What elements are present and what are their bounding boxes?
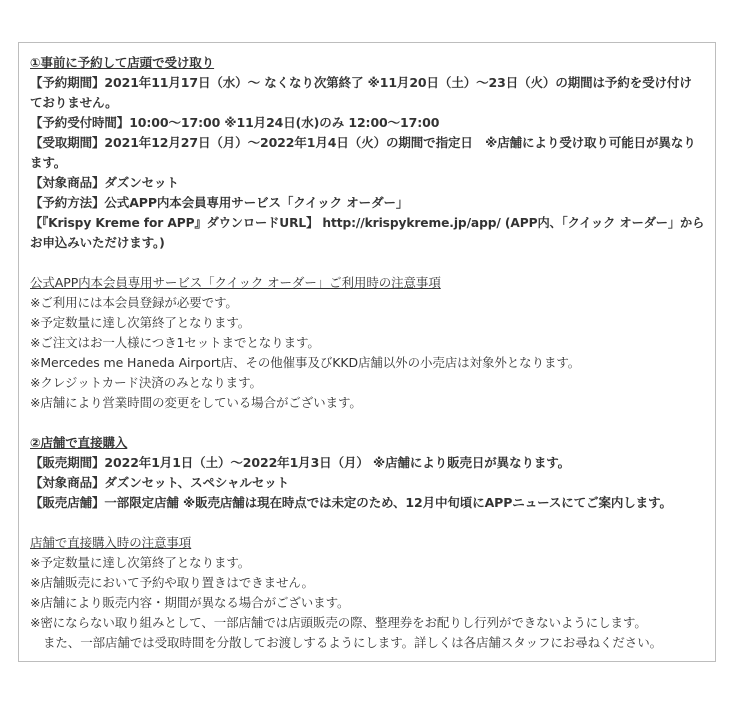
notice-box [18,42,716,662]
section1-heading: ①事前に予約して店頭で受け取り [30,55,215,70]
notes2-item: ※店舗販売において予約や取り置きはできません。 [30,575,314,590]
reservation-period: 【予約期間】2021年11月17日（水）〜 なくなり次第終了 ※11月20日（土）〜23日（火）の期間は予約を受け付け [30,75,692,90]
notes1-item: ※クレジットカード決済のみとなります。 [30,375,262,390]
section2-heading: ②店舗で直接購入 [30,435,128,450]
sales-stores: 【販売店舗】一部限定店舗 ※販売店舗は現在時点では未定のため、12月中旬頃にAPPニュースにてご案内します。 [30,495,672,510]
spacer [30,253,705,273]
sales-period: 【販売期間】2022年1月1日（土）〜2022年1月3日（月） ※店舗により販売日が異なります。 [30,455,571,470]
notes2-item: ※店舗により販売内容・期間が異なる場合がございます。 [30,595,350,610]
notes1-item: ※店舗により営業時間の変更をしている場合がございます。 [30,395,362,410]
reservation-hours: 【予約受付時間】10:00〜17:00 ※11月24日(水)のみ 12:00〜17:00 [30,115,440,130]
notes1-item: ※予定数量に達し次第終了となります。 [30,315,251,330]
notes2-item: また、一部店舗では受取時間を分散してお渡しするようにします。詳しくは各店舗スタッフにお尋ねください。 [43,635,663,650]
notes2-heading: 店舗で直接購入時の注意事項 [30,535,192,550]
notes2-item: ※予定数量に達し次第終了となります。 [30,555,251,570]
notes1-item: ※ご利用には本会員登録が必要です。 [30,295,238,310]
pickup-period: 【受取期間】2021年12月27日（月）〜2022年1月4日（火）の期間で指定日 ※店舗により受け取り可能日が異なり [30,135,696,150]
sales-products: 【対象商品】ダズンセット、スペシャルセット [30,475,290,490]
notes2-item: ※密にならない取り組みとして、一部店舗では店頭販売の際、整理券をお配りし行列ができないようにします。 [30,615,647,630]
notes1-heading: 公式APP内本会員専用サービス「クイック オーダー」ご利用時の注意事項 [30,275,441,290]
target-products: 【対象商品】ダズンセット [30,175,179,190]
pickup-period-cont: ます。 [30,155,67,170]
notes1-item: ※ご注文はお一人様につき1セットまでとなります。 [30,335,320,350]
app-download-url-cont: お申込みいただけます。) [30,235,165,250]
notes1-item: ※Mercedes me Haneda Airport店、その他催事及びKKD店舗以外の小売店は対象外となります。 [30,355,581,370]
app-download-url[interactable]: 【『Krispy Kreme for APP』ダウンロードURL】 http://krispykreme.jp/app/ (APP内、「クイック オーダー」から [30,216,705,230]
reservation-period-cont: ておりません。 [30,95,118,110]
reservation-method: 【予約方法】公式APP内本会員専用サービス「クイック オーダー」 [30,195,409,210]
spacer [30,513,705,533]
spacer [30,413,705,433]
